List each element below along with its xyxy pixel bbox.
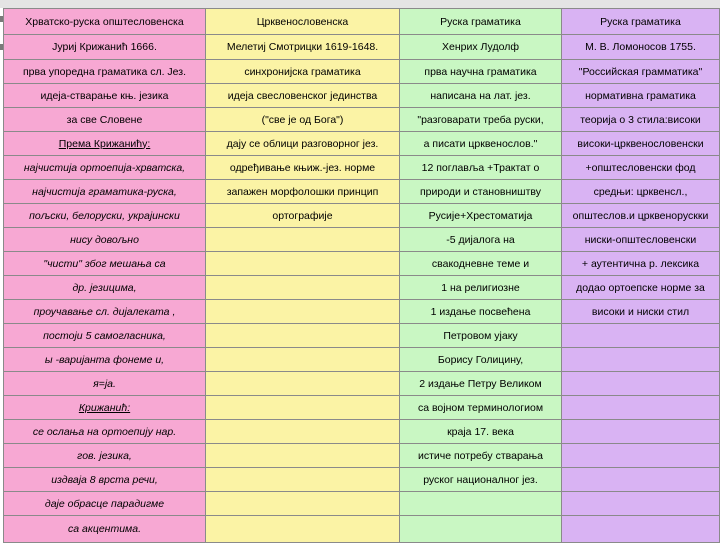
header-cell-4: Руска граматика <box>562 9 720 35</box>
table-cell <box>562 492 720 516</box>
table-cell: прва научна граматика <box>400 60 562 84</box>
table-cell: идеја свесловенског јединства <box>206 84 400 108</box>
table-cell: општеслов.и црквенорускки <box>562 204 720 228</box>
table-cell <box>562 420 720 444</box>
author-cell-1: Јуриј Крижанић 1666. <box>4 35 206 60</box>
table-cell <box>206 396 400 420</box>
header-cell-3: Руска граматика <box>400 9 562 35</box>
table-cell: гов. језика, <box>4 444 206 468</box>
table-cell: средњи: црквенсл., <box>562 180 720 204</box>
table-row <box>4 204 720 228</box>
table-cell: Петровом ујаку <box>400 324 562 348</box>
table-cell <box>206 348 400 372</box>
table-cell <box>206 276 400 300</box>
table-cell <box>562 468 720 492</box>
table-cell <box>400 492 562 516</box>
table-cell: издваја 8 врста речи, <box>4 468 206 492</box>
header-cell-1: Хрватско-руска општесловенска <box>4 9 206 35</box>
table-row <box>4 516 720 543</box>
table-cell: теорија о 3 стила:високи <box>562 108 720 132</box>
table-cell: +општесловенски фод <box>562 156 720 180</box>
table-cell: проучавање сл. дијалеката , <box>4 300 206 324</box>
table-cell: Борису Голицину, <box>400 348 562 372</box>
table-cell: ниски-општесловенски <box>562 228 720 252</box>
table-cell <box>562 444 720 468</box>
table-row <box>4 108 720 132</box>
table-cell: најчистија ортоепија-хрватска, <box>4 156 206 180</box>
table-cell: 1 на религиозне <box>400 276 562 300</box>
table-cell: свакодневне теме и <box>400 252 562 276</box>
table-row <box>4 468 720 492</box>
table-row <box>4 420 720 444</box>
table-cell: нису довољно <box>4 228 206 252</box>
header-cell-2: Црквенословенска <box>206 9 400 35</box>
table-cell: Крижанић: <box>4 396 206 420</box>
table-row <box>4 84 720 108</box>
table-cell: са војном терминологиом <box>400 396 562 420</box>
table-row <box>4 324 720 348</box>
table-cell <box>206 228 400 252</box>
table-row <box>4 180 720 204</box>
table-cell: синхронијска граматика <box>206 60 400 84</box>
table-cell: Према Крижанићу: <box>4 132 206 156</box>
table-row <box>4 228 720 252</box>
table-cell <box>206 516 400 543</box>
table-cell: високи-црквенословенски <box>562 132 720 156</box>
author-cell-4: М. В. Ломоносов 1755. <box>562 35 720 60</box>
table-cell: а писати црквенослов." <box>400 132 562 156</box>
table-row <box>4 156 720 180</box>
table-cell <box>562 372 720 396</box>
table-cell <box>206 252 400 276</box>
table-cell: нормативна граматика <box>562 84 720 108</box>
top-strip <box>0 0 720 8</box>
table-cell: ("све је од Бога") <box>206 108 400 132</box>
table-row <box>4 492 720 516</box>
table-cell: руског националног јез. <box>400 468 562 492</box>
table-cell: ортографије <box>206 204 400 228</box>
table-cell: постоји 5 самогласника, <box>4 324 206 348</box>
table-cell <box>562 324 720 348</box>
table-cell <box>400 516 562 543</box>
author-cell-3: Хенрих Лудолф <box>400 35 562 60</box>
table-cell <box>562 516 720 543</box>
table-cell: написана на лат. јез. <box>400 84 562 108</box>
table-row <box>4 252 720 276</box>
slide-bullet-marker <box>0 16 3 22</box>
table-cell <box>206 468 400 492</box>
table-cell <box>562 396 720 420</box>
table-cell: за све Словене <box>4 108 206 132</box>
grammar-comparison-table <box>3 8 720 543</box>
table-cell: 2 издање Петру Великом <box>400 372 562 396</box>
table-cell: истиче потребу стварања <box>400 444 562 468</box>
author-cell-2: Мелетиј Смотрицки 1619-1648. <box>206 35 400 60</box>
table-row <box>4 372 720 396</box>
table-cell: даје обрасце парадигме <box>4 492 206 516</box>
table-cell: 12 поглавља +Трактат о <box>400 156 562 180</box>
table-row <box>4 132 720 156</box>
table-cell: пољски, белоруски, украјински <box>4 204 206 228</box>
table-row <box>4 396 720 420</box>
table-row <box>4 60 720 84</box>
table-row <box>4 276 720 300</box>
table-cell: дају се облици разговорног јез. <box>206 132 400 156</box>
table-cell <box>206 492 400 516</box>
header-row <box>4 9 720 35</box>
table-cell: високи и ниски стил <box>562 300 720 324</box>
table-cell: "чисти" због мешања са <box>4 252 206 276</box>
table-cell: -5 дијалога на <box>400 228 562 252</box>
table-cell: краја 17. века <box>400 420 562 444</box>
table-cell: прва упоредна граматика сл. Јез. <box>4 60 206 84</box>
table-cell <box>206 324 400 348</box>
table-cell: "Российская грамматика" <box>562 60 720 84</box>
table-cell: најчистија граматика-руска, <box>4 180 206 204</box>
table-cell: се ослања на ортоепију нар. <box>4 420 206 444</box>
table-cell: я=ја. <box>4 372 206 396</box>
table-cell: Русије+Хрестоматија <box>400 204 562 228</box>
table-cell <box>206 372 400 396</box>
table-cell: идеја-стварање књ. језика <box>4 84 206 108</box>
table-row <box>4 444 720 468</box>
table-cell: са акцентима. <box>4 516 206 543</box>
table-row <box>4 348 720 372</box>
table-cell: + аутентична р. лексика <box>562 252 720 276</box>
table-cell: запажен морфолошки принцип <box>206 180 400 204</box>
table-cell <box>562 348 720 372</box>
table-cell: додао ортоепске норме за <box>562 276 720 300</box>
table-cell <box>206 444 400 468</box>
author-row <box>4 35 720 60</box>
table-cell: "разговарати треба руски, <box>400 108 562 132</box>
table-cell: ы -варијанта фонеме и, <box>4 348 206 372</box>
table-cell: 1 издање посвећена <box>400 300 562 324</box>
table-cell: природи и становништву <box>400 180 562 204</box>
table-row <box>4 300 720 324</box>
table-cell <box>206 300 400 324</box>
table-cell: др. језицима, <box>4 276 206 300</box>
table-cell: одређивање књиж.-јез. норме <box>206 156 400 180</box>
slide-bullet-marker <box>0 44 3 50</box>
table-cell <box>206 420 400 444</box>
